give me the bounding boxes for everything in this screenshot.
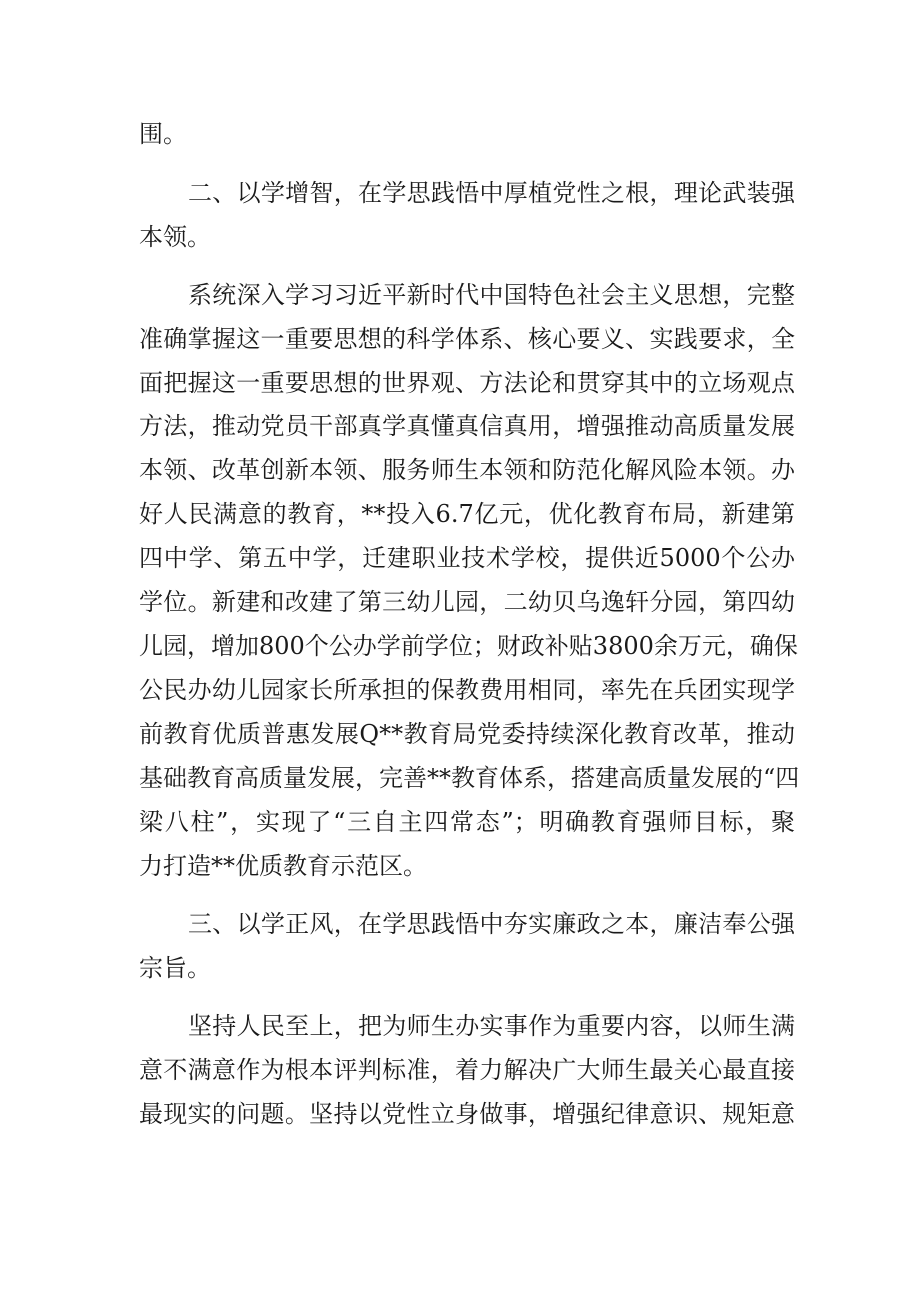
text-line: 本领、改革创新本领、服务师生本领和防范化解风险本领。办	[139, 456, 795, 484]
section-heading-line: 三、以学正风，在学思践悟中夯实廉政之本，廉洁奉公强	[188, 910, 795, 938]
section-heading-line: 宗旨。	[139, 954, 211, 982]
section-heading-line: 本领。	[139, 223, 211, 251]
section-heading-line: 二、以学增智，在学思践悟中厚植党性之根，理论武装强	[188, 179, 795, 207]
text-line: 学位。新建和改建了第三幼儿园，二幼贝乌逸轩分园，第四幼	[139, 588, 795, 616]
text-line: 意不满意作为根本评判标准，着力解决广大师生最关心最直接	[139, 1056, 795, 1084]
text-line: 最现实的问题。坚持以党性立身做事，增强纪律意识、规矩意	[139, 1100, 795, 1128]
text-line: 坚持人民至上，把为师生办实事作为重要内容，以师生满	[188, 1012, 795, 1040]
text-line: 前教育优质普惠发展Q**教育局党委持续深化教育改革，推动	[139, 720, 795, 748]
text-line: 力打造**优质教育示范区。	[139, 852, 427, 880]
text-line: 儿园，增加800个公办学前学位；财政补贴3800余万元，确保	[139, 632, 798, 660]
text-line: 四中学、第五中学，迁建职业技术学校，提供近5000个公办	[139, 544, 795, 572]
text-line: 梁八柱”，实现了“三自主四常态”；明确教育强师目标，聚	[139, 808, 795, 836]
text-line: 系统深入学习习近平新时代中国特色社会主义思想，完整	[188, 281, 795, 309]
text-line: 公民办幼儿园家长所承担的保教费用相同，率先在兵团实现学	[139, 676, 795, 704]
text-line: 方法，推动党员干部真学真懂真信真用，增强推动高质量发展	[139, 412, 795, 440]
text-line: 基础教育高质量发展，完善**教育体系，搭建高质量发展的“四	[139, 764, 800, 792]
text-line: 围。	[139, 120, 187, 148]
text-line: 准确掌握这一重要思想的科学体系、核心要义、实践要求，全	[139, 325, 795, 353]
text-line: 好人民满意的教育，**投入6.7亿元，优化教育布局，新建第	[139, 500, 795, 528]
text-line: 面把握这一重要思想的世界观、方法论和贯穿其中的立场观点	[139, 369, 795, 397]
